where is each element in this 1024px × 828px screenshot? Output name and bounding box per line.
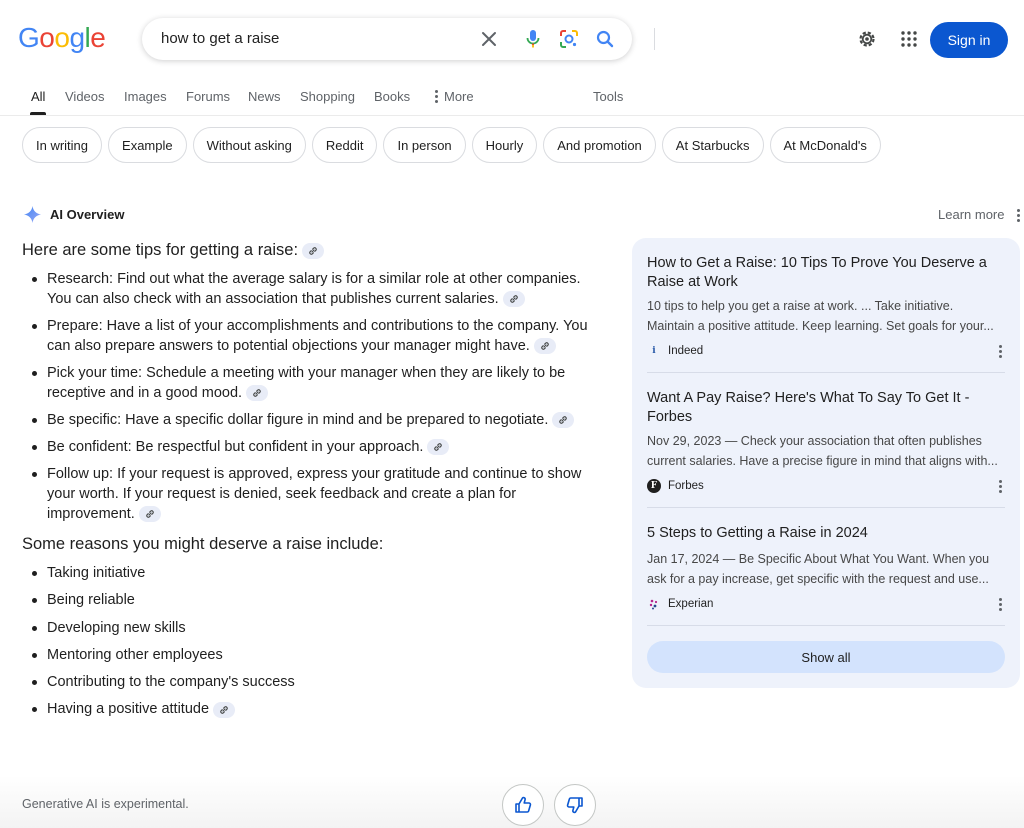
thumbs-up-icon [514, 796, 532, 814]
reasons-heading: Some reasons you might deserve a raise include: [22, 535, 384, 553]
tip-text: Research: Find out what the average salary is for a similar role at other companies. You can also check with an association that publishes current salaries. [47, 271, 581, 307]
list-item [22, 437, 602, 457]
source-site-name: Forbes [668, 480, 704, 492]
tab-more[interactable] [434, 89, 474, 104]
list-item: Being reliable [22, 590, 602, 610]
chip-and-promotion[interactable]: And promotion [543, 127, 656, 163]
citation-link-icon[interactable] [503, 291, 525, 307]
indeed-favicon-icon: i [652, 346, 656, 356]
source-card[interactable] [647, 254, 1005, 359]
source-site [647, 343, 1005, 359]
source-site [647, 478, 1005, 494]
list-item [22, 464, 602, 524]
list-item [22, 363, 602, 403]
ai-overview-content [22, 240, 602, 727]
tab-all[interactable]: All [31, 89, 46, 104]
google-logo[interactable]: Google [18, 22, 106, 53]
source-snippet: Jan 17, 2024 — Be Specific About What You Want. When you [647, 552, 990, 566]
thumbs-up-button[interactable] [502, 784, 544, 826]
chip-in-person[interactable]: In person [383, 127, 465, 163]
citation-link-icon[interactable] [534, 338, 556, 354]
chip-hourly[interactable]: Hourly [472, 127, 538, 163]
tab-tools[interactable]: Tools [593, 89, 624, 104]
chip-at-starbucks[interactable]: At Starbucks [662, 127, 764, 163]
sources-panel [632, 238, 1020, 688]
source-snippet: current salaries. Have a precise figure in mind that aligns with... [647, 454, 998, 468]
tip-text: Follow up: If your request is approved, express your gratitude and continue to show your worth. If your request is denied, seek feedback and create a plan for improvement. [47, 466, 582, 522]
source-snippet: ask for a pay increase, get specific with the request and use... [647, 572, 989, 586]
citation-link-icon[interactable] [302, 243, 324, 259]
header [0, 0, 1024, 80]
ai-overview-title: AI Overview [50, 207, 125, 222]
search-icon[interactable] [594, 28, 616, 50]
source-divider [647, 372, 1005, 373]
list-item [22, 410, 602, 430]
thumbs-down-button[interactable] [554, 784, 596, 826]
source-snippet: Nov 29, 2023 — Check your association that often publishes [647, 434, 982, 448]
ai-overview-menu-icon[interactable] [1013, 208, 1023, 222]
show-all-button[interactable]: Show all [647, 641, 1005, 673]
citation-link-icon[interactable] [213, 702, 235, 718]
list-item: Contributing to the company's success [22, 672, 602, 692]
active-tab-indicator [30, 112, 46, 115]
search-box[interactable] [142, 18, 632, 60]
clear-icon[interactable] [478, 28, 500, 50]
tips-heading [22, 240, 602, 260]
source-title[interactable]: 5 Steps to Getting a Raise in 2024 [647, 525, 868, 541]
search-divider [654, 28, 655, 50]
search-tabs [0, 80, 1024, 116]
citation-link-icon[interactable] [246, 385, 268, 401]
chip-example[interactable]: Example [108, 127, 187, 163]
tab-books[interactable]: Books [374, 89, 411, 104]
list-item: Developing new skills [22, 618, 602, 638]
tips-list [22, 269, 602, 524]
source-title[interactable]: Want A Pay Raise? Here's What To Say To Get It - Forbes [647, 390, 970, 425]
citation-link-icon[interactable] [427, 439, 449, 455]
tips-heading-text: Here are some tips for getting a raise: [22, 241, 299, 259]
learn-more-link[interactable]: Learn more [938, 207, 1005, 222]
ai-overview-header [24, 206, 124, 223]
reasons-list [22, 563, 602, 719]
forbes-favicon-icon: F [647, 479, 661, 493]
citation-link-icon[interactable] [552, 412, 574, 428]
list-item: Mentoring other employees [22, 645, 602, 665]
source-menu-icon[interactable] [995, 344, 1005, 358]
source-card[interactable] [647, 524, 1005, 612]
gemini-sparkle-icon [24, 206, 41, 223]
thumbs-down-icon [566, 796, 584, 814]
source-menu-icon[interactable] [995, 479, 1005, 493]
tab-more-label: More [444, 89, 474, 104]
tab-news[interactable]: News [248, 89, 281, 104]
tab-shopping[interactable]: Shopping [300, 89, 355, 104]
list-item [22, 699, 602, 719]
source-menu-icon[interactable] [995, 597, 1005, 611]
list-item [22, 269, 602, 309]
settings-gear-icon[interactable] [856, 28, 878, 50]
source-snippet: Maintain a positive attitude. Keep learning. Set goals for your... [647, 319, 994, 333]
source-site-name: Experian [668, 598, 714, 610]
experian-favicon-icon [647, 597, 661, 611]
list-item: Taking initiative [22, 563, 602, 583]
tip-text: Prepare: Have a list of your accomplishments and contributions to the company. You can also prepare answers to potential objections your manager might have. [47, 318, 588, 354]
source-site [647, 596, 1005, 612]
generative-ai-disclaimer: Generative AI is experimental. [22, 797, 189, 811]
more-vert-icon [434, 90, 438, 104]
citation-link-icon[interactable] [139, 506, 161, 522]
tab-forums[interactable]: Forums [186, 89, 231, 104]
chip-without-asking[interactable]: Without asking [193, 127, 306, 163]
tip-text: Be confident: Be respectful but confident in your approach. [47, 439, 424, 455]
apps-grid-icon[interactable] [898, 28, 920, 50]
lens-icon[interactable] [558, 28, 580, 50]
refinement-chips [22, 127, 881, 163]
source-divider [647, 507, 1005, 508]
chip-at-mcdonalds[interactable]: At McDonald's [770, 127, 881, 163]
tip-text: Be specific: Have a specific dollar figure in mind and be prepared to negotiate. [47, 412, 549, 428]
source-site-name: Indeed [668, 345, 704, 357]
source-divider [647, 625, 1005, 626]
chip-in-writing[interactable]: In writing [22, 127, 102, 163]
tab-videos[interactable]: Videos [65, 89, 105, 104]
source-card[interactable] [647, 389, 1005, 494]
source-title[interactable]: How to Get a Raise: 10 Tips To Prove You Deserve a Raise at Work [647, 255, 987, 290]
microphone-icon[interactable] [522, 28, 544, 50]
chip-reddit[interactable]: Reddit [312, 127, 378, 163]
tab-images[interactable]: Images [124, 89, 167, 104]
tip-text: Pick your time: Schedule a meeting with your manager when they are likely to be receptive and in a good mood. [47, 365, 566, 401]
sign-in-button[interactable]: Sign in [930, 22, 1008, 58]
list-item [22, 316, 602, 356]
reason-text: Having a positive attitude [47, 701, 210, 718]
search-input[interactable]: how to get a raise [161, 30, 280, 47]
source-snippet: 10 tips to help you get a raise at work. ... Take initiative. [647, 299, 954, 313]
